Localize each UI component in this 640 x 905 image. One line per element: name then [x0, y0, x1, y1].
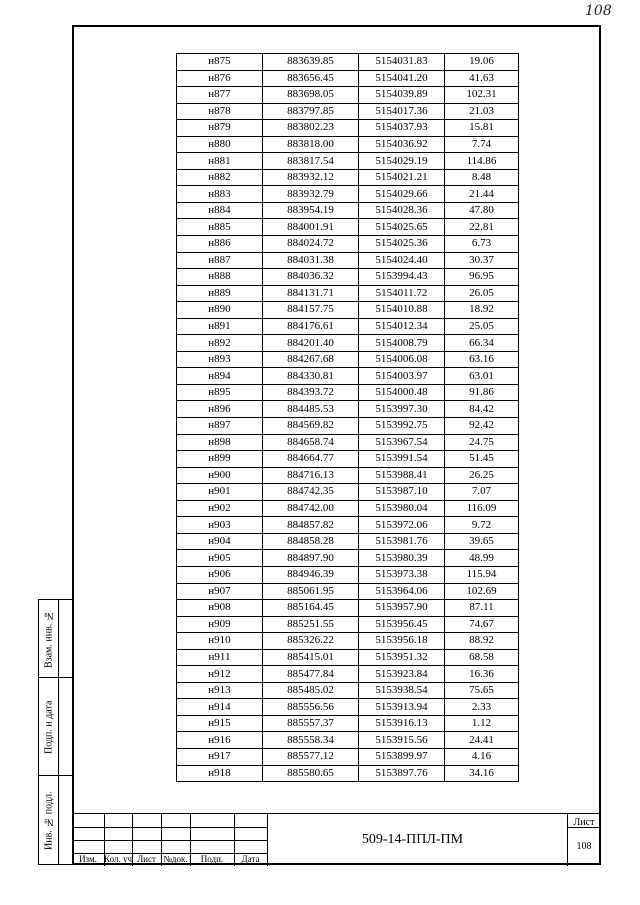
x-coordinate-cell: 885580.65 — [263, 765, 359, 782]
x-coordinate-cell: 884857.82 — [263, 517, 359, 534]
point-id-cell: н877 — [177, 87, 263, 104]
x-coordinate-cell: 885061.95 — [263, 583, 359, 600]
y-coordinate-cell: 5153980.04 — [359, 500, 445, 517]
point-id-cell: н892 — [177, 335, 263, 352]
length-cell: 15.81 — [445, 120, 519, 137]
table-row — [177, 583, 519, 600]
x-coordinate-cell: 884716.13 — [263, 467, 359, 484]
x-coordinate-cell: 885556.56 — [263, 699, 359, 716]
y-coordinate-cell: 5154029.19 — [359, 153, 445, 170]
table-row — [177, 269, 519, 286]
point-id-cell: н898 — [177, 434, 263, 451]
point-id-cell: н901 — [177, 484, 263, 501]
table-row — [177, 500, 519, 517]
x-coordinate-cell: 883802.23 — [263, 120, 359, 137]
length-cell: 87.11 — [445, 600, 519, 617]
x-coordinate-cell: 885557.37 — [263, 715, 359, 732]
point-id-cell: н897 — [177, 418, 263, 435]
y-coordinate-cell: 5153915.56 — [359, 732, 445, 749]
x-coordinate-cell: 884569.82 — [263, 418, 359, 435]
point-id-cell: н878 — [177, 103, 263, 120]
length-cell: 19.06 — [445, 54, 519, 71]
table-row — [177, 318, 519, 335]
point-id-cell: н914 — [177, 699, 263, 716]
y-coordinate-cell: 5153964.06 — [359, 583, 445, 600]
y-coordinate-cell: 5153994.43 — [359, 269, 445, 286]
table-row — [177, 103, 519, 120]
table-row — [177, 236, 519, 253]
inv-podl-label: Инв. № подл. — [43, 791, 55, 851]
y-coordinate-cell: 5153913.94 — [359, 699, 445, 716]
x-coordinate-cell: 885477.84 — [263, 666, 359, 683]
point-id-cell: н908 — [177, 600, 263, 617]
table-row — [177, 202, 519, 219]
point-id-cell: н890 — [177, 302, 263, 319]
length-cell: 34.16 — [445, 765, 519, 782]
sheet-number: 108 — [576, 841, 592, 852]
vzam-inv-label: Взам. инв. № — [43, 610, 55, 668]
x-coordinate-cell: 883639.85 — [263, 54, 359, 71]
x-coordinate-cell: 884946.39 — [263, 566, 359, 583]
x-coordinate-cell: 883698.05 — [263, 87, 359, 104]
point-id-cell: н888 — [177, 269, 263, 286]
length-cell: 48.99 — [445, 550, 519, 567]
y-coordinate-cell: 5154006.08 — [359, 351, 445, 368]
x-coordinate-cell: 884131.71 — [263, 285, 359, 302]
length-cell: 18.92 — [445, 302, 519, 319]
y-coordinate-cell: 5153956.45 — [359, 616, 445, 633]
point-id-cell: н904 — [177, 533, 263, 550]
y-coordinate-cell: 5154024.40 — [359, 252, 445, 269]
y-coordinate-cell: 5153916.13 — [359, 715, 445, 732]
x-coordinate-cell: 883817.54 — [263, 153, 359, 170]
length-cell: 115.94 — [445, 566, 519, 583]
point-id-cell: н907 — [177, 583, 263, 600]
length-cell: 41.63 — [445, 70, 519, 87]
length-cell: 116.09 — [445, 500, 519, 517]
table-row — [177, 54, 519, 71]
table-row — [177, 765, 519, 782]
x-coordinate-cell: 884201.40 — [263, 335, 359, 352]
length-cell: 88.92 — [445, 633, 519, 650]
point-id-cell: н893 — [177, 351, 263, 368]
header-data: Дата — [241, 854, 260, 864]
x-coordinate-cell: 884393.72 — [263, 384, 359, 401]
y-coordinate-cell: 5154000.48 — [359, 384, 445, 401]
y-coordinate-cell: 5153923.84 — [359, 666, 445, 683]
point-id-cell: н884 — [177, 202, 263, 219]
x-coordinate-cell: 884157.75 — [263, 302, 359, 319]
table-row — [177, 302, 519, 319]
y-coordinate-cell: 5153899.97 — [359, 748, 445, 765]
point-id-cell: н906 — [177, 566, 263, 583]
y-coordinate-cell: 5154031.83 — [359, 54, 445, 71]
length-cell: 96.95 — [445, 269, 519, 286]
table-row — [177, 252, 519, 269]
table-row — [177, 70, 519, 87]
point-id-cell: н902 — [177, 500, 263, 517]
table-row — [177, 748, 519, 765]
header-kol-uch: Кол. уч — [104, 854, 132, 864]
handwritten-page-number: 108 — [585, 3, 612, 19]
table-row — [177, 285, 519, 302]
table-row — [177, 699, 519, 716]
point-id-cell: н905 — [177, 550, 263, 567]
x-coordinate-cell: 883818.00 — [263, 136, 359, 153]
y-coordinate-cell: 5153981.76 — [359, 533, 445, 550]
x-coordinate-cell: 885326.22 — [263, 633, 359, 650]
x-coordinate-cell: 884742.00 — [263, 500, 359, 517]
point-id-cell: н896 — [177, 401, 263, 418]
length-cell: 91.86 — [445, 384, 519, 401]
x-coordinate-cell: 883954.19 — [263, 202, 359, 219]
length-cell: 75.65 — [445, 682, 519, 699]
point-id-cell: н881 — [177, 153, 263, 170]
x-coordinate-cell: 883797.85 — [263, 103, 359, 120]
x-coordinate-cell: 884176.61 — [263, 318, 359, 335]
x-coordinate-cell: 885558.34 — [263, 732, 359, 749]
length-cell: 66.34 — [445, 335, 519, 352]
table-row — [177, 384, 519, 401]
table-row — [177, 153, 519, 170]
y-coordinate-cell: 5153988.41 — [359, 467, 445, 484]
table-row — [177, 550, 519, 567]
x-coordinate-cell: 884742.35 — [263, 484, 359, 501]
point-id-cell: н876 — [177, 70, 263, 87]
y-coordinate-cell: 5154041.20 — [359, 70, 445, 87]
point-id-cell: н894 — [177, 368, 263, 385]
point-id-cell: н875 — [177, 54, 263, 71]
table-row — [177, 732, 519, 749]
length-cell: 2.33 — [445, 699, 519, 716]
point-id-cell: н889 — [177, 285, 263, 302]
y-coordinate-cell: 5154003.97 — [359, 368, 445, 385]
table-row — [177, 715, 519, 732]
sheet-label: Лист — [573, 817, 595, 828]
length-cell: 21.44 — [445, 186, 519, 203]
title-block — [72, 813, 601, 866]
x-coordinate-cell: 883932.79 — [263, 186, 359, 203]
y-coordinate-cell: 5154010.88 — [359, 302, 445, 319]
podp-data-label: Подп. и дата — [43, 700, 55, 754]
x-coordinate-cell: 884664.77 — [263, 451, 359, 468]
y-coordinate-cell: 5153997.30 — [359, 401, 445, 418]
y-coordinate-cell: 5154025.65 — [359, 219, 445, 236]
length-cell: 114.86 — [445, 153, 519, 170]
x-coordinate-cell: 884001.91 — [263, 219, 359, 236]
point-id-cell: н912 — [177, 666, 263, 683]
table-row — [177, 219, 519, 236]
table-row — [177, 633, 519, 650]
y-coordinate-cell: 5154036.92 — [359, 136, 445, 153]
side-stamp — [38, 599, 72, 865]
point-id-cell: н899 — [177, 451, 263, 468]
length-cell: 25.05 — [445, 318, 519, 335]
x-coordinate-cell: 884036.32 — [263, 269, 359, 286]
table-row — [177, 136, 519, 153]
y-coordinate-cell: 5154021.21 — [359, 169, 445, 186]
point-id-cell: н880 — [177, 136, 263, 153]
x-coordinate-cell: 884024.72 — [263, 236, 359, 253]
point-id-cell: н903 — [177, 517, 263, 534]
point-id-cell: н887 — [177, 252, 263, 269]
table-row — [177, 120, 519, 137]
table-row — [177, 566, 519, 583]
length-cell: 68.58 — [445, 649, 519, 666]
point-id-cell: н883 — [177, 186, 263, 203]
point-id-cell: н909 — [177, 616, 263, 633]
table-row — [177, 484, 519, 501]
point-id-cell: н913 — [177, 682, 263, 699]
length-cell: 6.73 — [445, 236, 519, 253]
length-cell: 24.75 — [445, 434, 519, 451]
length-cell: 4.16 — [445, 748, 519, 765]
length-cell: 24.41 — [445, 732, 519, 749]
y-coordinate-cell: 5153967.54 — [359, 434, 445, 451]
y-coordinate-cell: 5153957.90 — [359, 600, 445, 617]
point-id-cell: н917 — [177, 748, 263, 765]
y-coordinate-cell: 5153951.32 — [359, 649, 445, 666]
y-coordinate-cell: 5153897.76 — [359, 765, 445, 782]
y-coordinate-cell: 5154011.72 — [359, 285, 445, 302]
document-code: 509-14-ППЛ-ПМ — [361, 832, 464, 847]
table-row — [177, 368, 519, 385]
length-cell: 51.45 — [445, 451, 519, 468]
length-cell: 1.12 — [445, 715, 519, 732]
y-coordinate-cell: 5154017.36 — [359, 103, 445, 120]
length-cell: 7.07 — [445, 484, 519, 501]
header-list: Лист — [137, 854, 156, 864]
table-row — [177, 401, 519, 418]
point-id-cell: н910 — [177, 633, 263, 650]
y-coordinate-cell: 5154008.79 — [359, 335, 445, 352]
point-id-cell: н882 — [177, 169, 263, 186]
point-id-cell: н900 — [177, 467, 263, 484]
length-cell: 8.48 — [445, 169, 519, 186]
length-cell: 9.72 — [445, 517, 519, 534]
x-coordinate-cell: 884658.74 — [263, 434, 359, 451]
coordinates-table — [176, 53, 519, 782]
x-coordinate-cell: 884858.28 — [263, 533, 359, 550]
y-coordinate-cell: 5153992.75 — [359, 418, 445, 435]
table-row — [177, 434, 519, 451]
point-id-cell: н886 — [177, 236, 263, 253]
table-row — [177, 186, 519, 203]
point-id-cell: н918 — [177, 765, 263, 782]
table-row — [177, 682, 519, 699]
length-cell: 92.42 — [445, 418, 519, 435]
table-row — [177, 517, 519, 534]
x-coordinate-cell: 883932.12 — [263, 169, 359, 186]
table-row — [177, 666, 519, 683]
x-coordinate-cell: 885164.45 — [263, 600, 359, 617]
y-coordinate-cell: 5153938.54 — [359, 682, 445, 699]
y-coordinate-cell: 5154029.66 — [359, 186, 445, 203]
y-coordinate-cell: 5154039.89 — [359, 87, 445, 104]
length-cell: 26.25 — [445, 467, 519, 484]
y-coordinate-cell: 5153956.18 — [359, 633, 445, 650]
y-coordinate-cell: 5153987.10 — [359, 484, 445, 501]
length-cell: 39.65 — [445, 533, 519, 550]
length-cell: 26.05 — [445, 285, 519, 302]
x-coordinate-cell: 884267.68 — [263, 351, 359, 368]
x-coordinate-cell: 884485.53 — [263, 401, 359, 418]
point-id-cell: н915 — [177, 715, 263, 732]
y-coordinate-cell: 5154037.93 — [359, 120, 445, 137]
table-row — [177, 169, 519, 186]
length-cell: 63.16 — [445, 351, 519, 368]
length-cell: 63.01 — [445, 368, 519, 385]
x-coordinate-cell: 883656.45 — [263, 70, 359, 87]
y-coordinate-cell: 5154012.34 — [359, 318, 445, 335]
y-coordinate-cell: 5153980.39 — [359, 550, 445, 567]
table-row — [177, 600, 519, 617]
table-row — [177, 616, 519, 633]
point-id-cell: н895 — [177, 384, 263, 401]
length-cell: 16.36 — [445, 666, 519, 683]
point-id-cell: н891 — [177, 318, 263, 335]
point-id-cell: н916 — [177, 732, 263, 749]
x-coordinate-cell: 885415.01 — [263, 649, 359, 666]
point-id-cell: н879 — [177, 120, 263, 137]
table-row — [177, 351, 519, 368]
length-cell: 22.81 — [445, 219, 519, 236]
table-row — [177, 451, 519, 468]
point-id-cell: н885 — [177, 219, 263, 236]
length-cell: 84.42 — [445, 401, 519, 418]
y-coordinate-cell: 5154028.36 — [359, 202, 445, 219]
y-coordinate-cell: 5154025.36 — [359, 236, 445, 253]
x-coordinate-cell: 885251.55 — [263, 616, 359, 633]
table-row — [177, 418, 519, 435]
length-cell: 102.69 — [445, 583, 519, 600]
table-row — [177, 649, 519, 666]
header-podp: Подп. — [200, 854, 224, 864]
point-id-cell: н911 — [177, 649, 263, 666]
table-row — [177, 533, 519, 550]
length-cell: 102.31 — [445, 87, 519, 104]
length-cell: 74.67 — [445, 616, 519, 633]
y-coordinate-cell: 5153973.38 — [359, 566, 445, 583]
x-coordinate-cell: 884897.90 — [263, 550, 359, 567]
x-coordinate-cell: 884330.81 — [263, 368, 359, 385]
table-row — [177, 335, 519, 352]
y-coordinate-cell: 5153991.54 — [359, 451, 445, 468]
length-cell: 21.03 — [445, 103, 519, 120]
header-izm: Изм. — [79, 854, 97, 864]
table-row — [177, 87, 519, 104]
x-coordinate-cell: 885577.12 — [263, 748, 359, 765]
length-cell: 30.37 — [445, 252, 519, 269]
table-row — [177, 467, 519, 484]
x-coordinate-cell: 885485.02 — [263, 682, 359, 699]
y-coordinate-cell: 5153972.06 — [359, 517, 445, 534]
length-cell: 7.74 — [445, 136, 519, 153]
x-coordinate-cell: 884031.38 — [263, 252, 359, 269]
header-ndok: №док. — [163, 854, 188, 864]
length-cell: 47.80 — [445, 202, 519, 219]
